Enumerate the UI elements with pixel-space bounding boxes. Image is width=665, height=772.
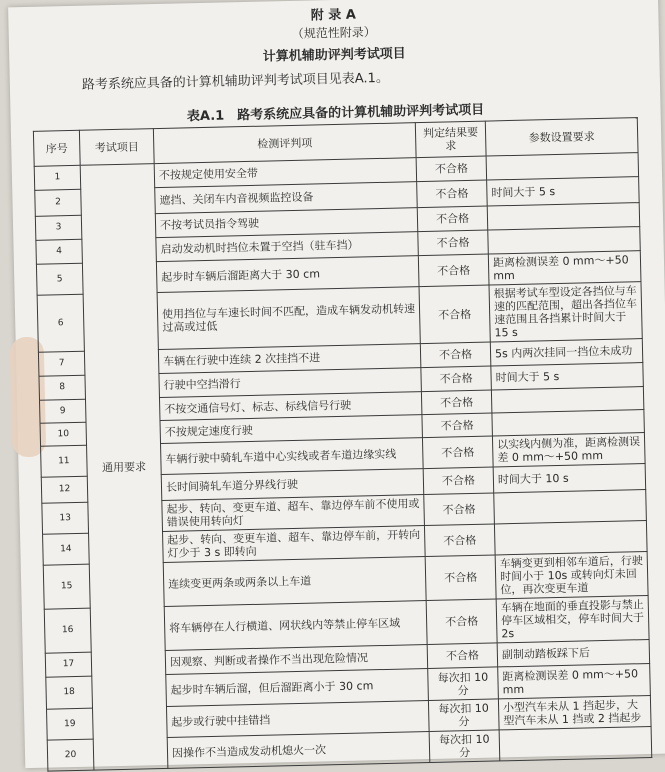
param-cell: 副制动踏板踩下后	[497, 639, 650, 666]
row-number: 15	[43, 564, 90, 609]
result-cell: 不合格	[418, 254, 489, 287]
param-cell: 距离检测误差 0 mm～+50 mm	[498, 663, 651, 698]
check-item-cell: 行驶中空挡滑行	[159, 368, 421, 398]
result-cell: 不合格	[425, 555, 496, 601]
exam-items-table	[33, 117, 652, 772]
row-number: 1	[34, 165, 81, 190]
result-cell: 不合格	[416, 156, 487, 182]
param-cell	[499, 726, 652, 760]
col-header-exam-item: 考试项目	[79, 129, 154, 166]
col-header-param: 参数设置要求	[485, 118, 638, 156]
check-item-cell: 不按规定速度行驶	[160, 415, 422, 444]
result-cell: 不合格	[418, 230, 489, 256]
row-number: 10	[40, 422, 87, 446]
result-cell: 不合格	[421, 366, 492, 392]
result-cell: 每次扣 10 分	[428, 699, 499, 732]
col-header-no: 序号	[33, 130, 80, 166]
check-item-cell: 连续变更两条或两条以上车道	[163, 557, 426, 607]
param-cell	[492, 410, 644, 436]
row-number: 5	[36, 263, 83, 295]
check-item-cell: 车辆在行驶中连续 2 次挂挡不进	[158, 344, 420, 374]
param-cell: 距离检测误差 0 mm～+50 mm	[488, 251, 641, 285]
param-cell: 以实线内侧为准，距离检测误差 0 mm～+50 mm	[492, 433, 645, 467]
row-number: 19	[47, 708, 94, 740]
param-cell	[487, 203, 640, 230]
check-item-cell: 将车辆停在人行横道、网状线内等禁止停车区域	[164, 601, 427, 651]
check-item-cell: 启动发动机时挡位未置于空挡（驻车挡）	[156, 232, 418, 262]
table-body	[34, 153, 652, 772]
intro-text: 路考系统应具备的计算机辅助评判考试项目见表A.1。	[81, 70, 390, 93]
param-cell	[488, 227, 641, 254]
row-number: 2	[35, 189, 82, 216]
param-cell: 时间大于 5 s	[491, 363, 644, 390]
row-number: 12	[41, 476, 88, 503]
result-cell: 不合格	[426, 599, 497, 645]
result-cell: 不合格	[417, 180, 488, 208]
col-header-result: 判定结果要求	[415, 121, 486, 158]
row-number: 4	[36, 239, 83, 264]
result-cell: 不合格	[424, 493, 495, 526]
row-number: 18	[46, 676, 93, 709]
result-cell: 不合格	[422, 413, 493, 438]
check-item-cell: 不按交通信号灯、标志、标线信号行驶	[159, 392, 421, 421]
row-number: 14	[43, 533, 90, 565]
check-item-cell: 使用挡位与车速长时间不匹配，造成车辆发动机转速过高或过低	[157, 287, 420, 350]
row-number: 6	[37, 294, 84, 352]
appendix-heading: 计算机辅助评判考试项目	[262, 46, 406, 65]
param-cell	[494, 490, 647, 524]
check-item-cell: 长时间骑轧车道分界线行驶	[161, 469, 424, 501]
param-cell: 车辆变更到相邻车道后，行驶时间小于 10s 或转向灯未回位，再次变更车道	[495, 552, 648, 599]
result-cell: 不合格	[421, 390, 492, 415]
result-cell: 不合格	[423, 467, 494, 495]
row-number: 17	[45, 652, 92, 677]
check-item-cell: 车辆行驶中骑轧车道中心实线或者车道边缘实线	[161, 438, 424, 475]
table-caption: 表A.1 路考系统应具备的计算机辅助评判考试项目	[186, 102, 485, 125]
row-number: 16	[44, 608, 91, 653]
check-item-cell: 因观察、判断或者操作不当出现危险情况	[165, 645, 427, 675]
result-cell: 不合格	[422, 436, 493, 469]
result-cell: 不合格	[419, 285, 490, 344]
check-item-cell: 因操作不当造成发动机熄火一次	[167, 732, 430, 769]
document-page	[8, 0, 665, 768]
param-cell: 车辆在地面的垂直投影与禁止停车区域相交，停车时间大于 2s	[496, 596, 649, 643]
check-item-cell: 起步、转向、变更车道、超车、靠边停车前不使用或错误使用转向灯	[162, 495, 425, 532]
result-cell: 每次扣 10 分	[428, 667, 499, 701]
check-item-cell: 不按考试员指令驾驶	[155, 208, 417, 238]
check-item-cell: 不按规定使用安全带	[154, 158, 416, 188]
row-number: 20	[47, 739, 94, 771]
check-item-cell: 起步或行驶中挂错挡	[166, 701, 429, 738]
appendix-title: 附 录 A	[310, 7, 357, 24]
param-cell	[491, 387, 643, 413]
row-number: 13	[42, 502, 89, 534]
result-cell: 不合格	[427, 643, 498, 669]
result-cell: 不合格	[417, 206, 488, 232]
param-cell	[486, 153, 639, 180]
result-cell: 每次扣 10 分	[429, 730, 500, 763]
check-item-cell: 遮挡、关闭车内音视频监控设备	[155, 182, 418, 214]
category-cell: 通用要求	[80, 164, 168, 771]
param-cell: 时间大于 10 s	[493, 464, 646, 493]
col-header-check-item: 检测评判项	[153, 123, 416, 164]
appendix-subtitle: （规范性附录）	[291, 25, 376, 41]
row-number: 8	[39, 375, 86, 400]
param-cell: 小型汽车未从 1 挡起步，大型汽车未从 1 挡或 2 挡起步	[498, 695, 651, 729]
result-cell: 不合格	[424, 524, 495, 557]
check-item-cell: 起步时车辆后溜，但后溜距离小于 30 cm	[166, 669, 429, 707]
param-cell	[494, 521, 647, 555]
param-cell: 5s 内两次挂同一挡位未成功	[490, 339, 643, 366]
row-number: 9	[40, 399, 87, 423]
row-number: 11	[41, 445, 88, 477]
row-number: 3	[35, 215, 82, 240]
param-cell: 时间大于 5 s	[487, 177, 640, 206]
check-item-cell: 起步时车辆后溜距离大于 30 cm	[156, 256, 419, 293]
row-number: 7	[38, 351, 85, 376]
check-item-cell: 起步、转向、变更车道、超车、靠边停车前，开转向灯少于 3 s 即转向	[163, 526, 426, 563]
result-cell: 不合格	[420, 342, 491, 368]
param-cell: 根据考试车型设定各挡位与车速的匹配范围，超出各挡位车速范围且各挡累计时间大于 15 s	[489, 282, 642, 342]
